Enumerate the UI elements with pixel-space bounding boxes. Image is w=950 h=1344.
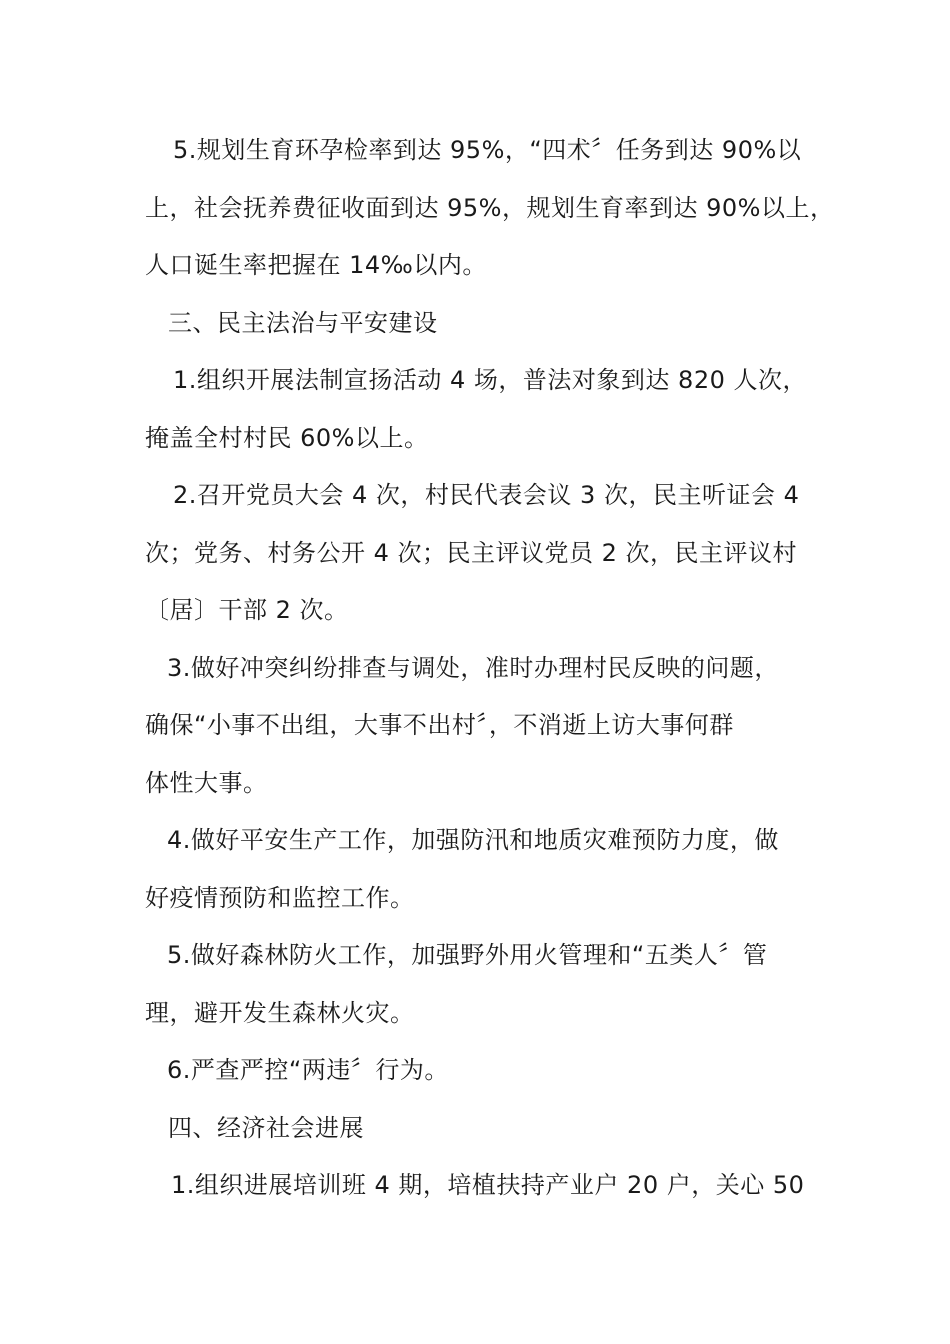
paragraph-line: 次；党务、村务公开 4 次；民主评议党员 2 次，民主评议村 [145,538,798,567]
paragraph-line: 6.严查严控“两违〞行为。 [167,1056,449,1084]
paragraph-line: 掩盖全村村民 60%以上。 [145,423,429,452]
paragraph-line: 确保“小事不出组，大事不出村〞，不消逝上访大事何群 [145,711,734,739]
paragraph-line: 1.组织进展培训班 4 期，培植扶持产业户 20 户，关心 50 [171,1171,805,1199]
paragraph-line: 4.做好平安生产工作，加强防汛和地质灾难预防力度，做 [167,826,779,854]
paragraph-line: 理，避开发生森林火灾。 [145,998,415,1027]
section-heading: 三、民主法治与平安建设 [168,308,438,337]
paragraph-line: 5.做好森林防火工作，加强野外用火管理和“五类人〞管 [167,941,768,969]
paragraph-line: 〔居〕干部 2 次。 [145,596,349,624]
paragraph-line: 上，社会抚养费征收面到达 95%，规划生育率到达 90%以上， [145,193,835,222]
section-heading: 四、经济社会进展 [168,1113,364,1142]
paragraph-line: 5.规划生育环孕检率到达 95%，“四术〞任务到达 90%以 [173,136,802,164]
document-body [145,122,835,1215]
paragraph-line: 好疫情预防和监控工作。 [145,883,415,912]
paragraph-line: 1.组织开展法制宣扬活动 4 场，普法对象到达 820 人次， [173,366,807,394]
paragraph-line: 体性大事。 [145,768,268,797]
paragraph-line: 3.做好冲突纠纷排查与调处，准时办理村民反映的问题， [167,653,779,682]
paragraph-line: 人口诞生率把握在 14‰以内。 [145,251,487,279]
paragraph-line: 2.召开党员大会 4 次，村民代表会议 3 次，民主听证会 4 [173,481,800,509]
